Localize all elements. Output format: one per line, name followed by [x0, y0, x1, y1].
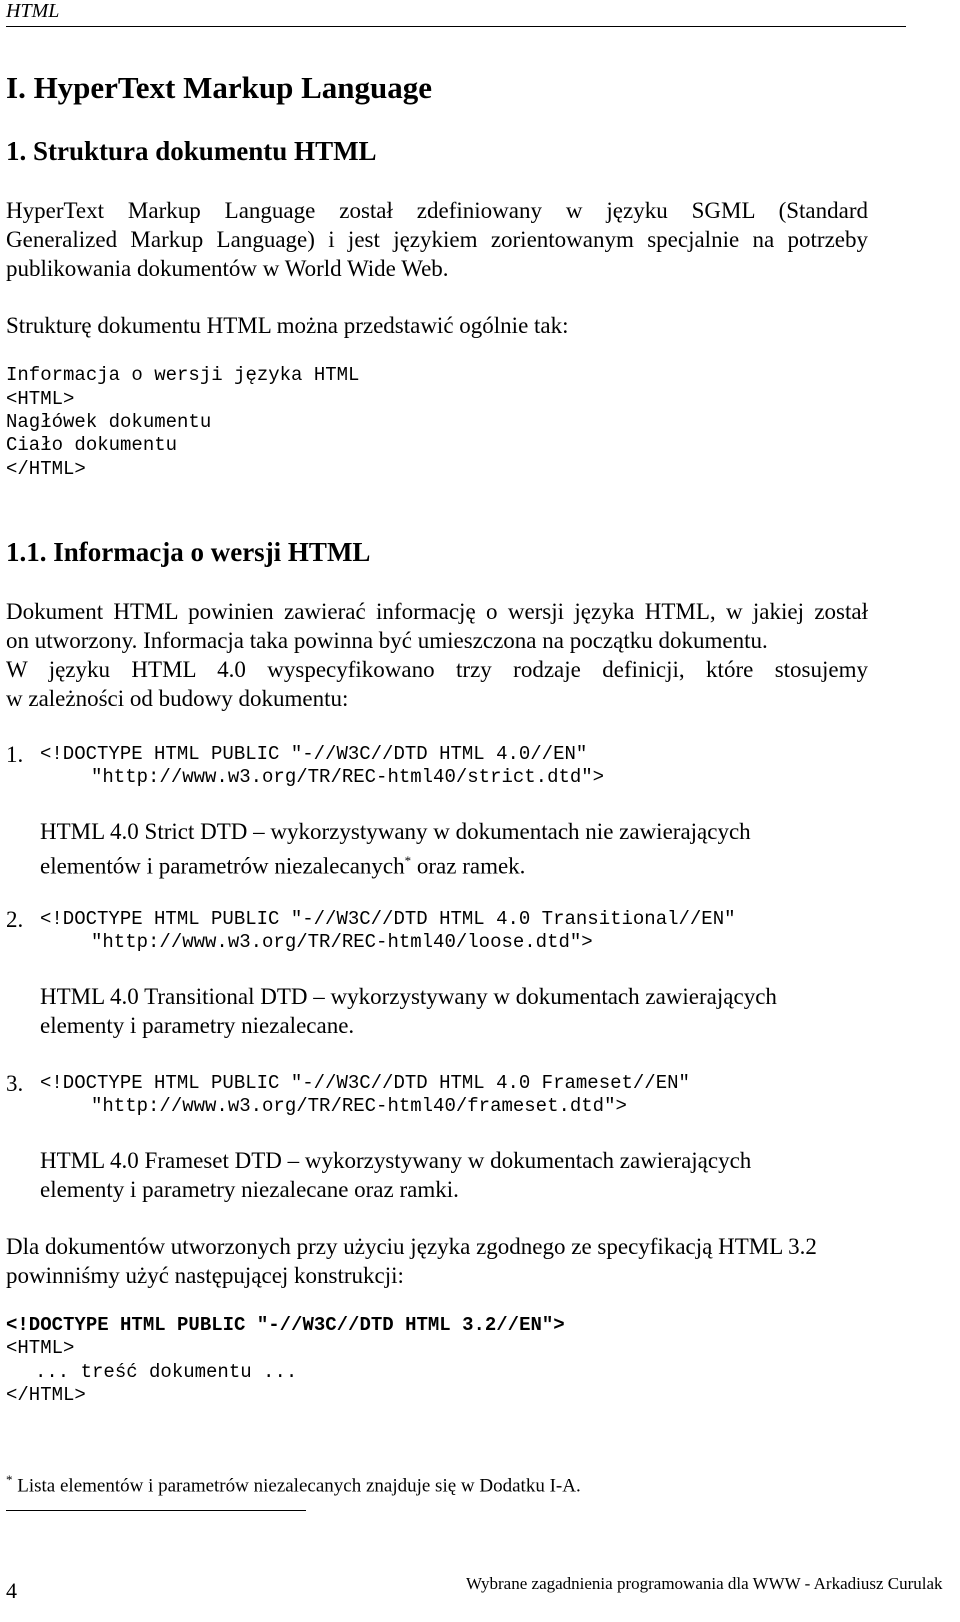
running-header: HTML — [6, 0, 60, 22]
code-line: Ciało dokumentu — [6, 434, 178, 456]
footnote-rule — [6, 1510, 306, 1511]
paragraph-line: Dokument HTML powinien zawierać informację o wersji języka HTML, w jakiej został — [6, 599, 868, 624]
item-description: elementy i parametry niezalecane. — [40, 1013, 355, 1038]
paragraph-line: HyperText Markup Language został zdefiniowany w języku SGML (Standard — [6, 198, 868, 223]
code-line: Nagłówek dokumentu — [6, 411, 212, 433]
header-rule — [6, 26, 906, 27]
code-line: </HTML> — [6, 1384, 86, 1406]
doctype-code-line: <!DOCTYPE HTML PUBLIC "-//W3C//DTD HTML 4.0 Transitional//EN" — [40, 908, 736, 930]
item-number: 3. — [6, 1071, 24, 1096]
paragraph-line: Generalized Markup Language) i jest językiem zorientowanym specjalnie na potrzeby — [6, 227, 868, 252]
footnote-marker: * — [404, 853, 412, 868]
doctype-code-line: <!DOCTYPE HTML PUBLIC "-//W3C//DTD HTML 4.0//EN" — [40, 743, 588, 765]
item-description: elementy i parametry niezalecane oraz ramki. — [40, 1177, 459, 1202]
doctype-url-line: "http://www.w3.org/TR/REC-html40/strict.dtd"> — [91, 766, 605, 788]
paragraph-line: Dla dokumentów utworzonych przy użyciu języka zgodnego ze specyfikacją HTML 3.2 — [6, 1234, 817, 1259]
code-line: <HTML> — [6, 388, 75, 410]
item-description: HTML 4.0 Strict DTD – wykorzystywany w dokumentach nie zawierających — [40, 819, 751, 844]
chapter-title: I. HyperText Markup Language — [6, 70, 433, 105]
doctype-url-line: "http://www.w3.org/TR/REC-html40/loose.dtd"> — [91, 931, 593, 953]
item-number: 2. — [6, 907, 24, 932]
subsection-title: 1.1. Informacja o wersji HTML — [6, 537, 371, 567]
code-line: <!DOCTYPE HTML PUBLIC "-//W3C//DTD HTML 3.2//EN"> — [6, 1314, 565, 1336]
paragraph-line: w zależności od budowy dokumentu: — [6, 686, 349, 711]
footnote-mark: * — [6, 1472, 13, 1487]
doctype-code-line: <!DOCTYPE HTML PUBLIC "-//W3C//DTD HTML 4.0 Frameset//EN" — [40, 1072, 690, 1094]
code-line: ... treść dokumentu ... — [35, 1361, 298, 1383]
code-line: </HTML> — [6, 458, 86, 480]
code-line: <HTML> — [6, 1337, 75, 1359]
item-description: HTML 4.0 Frameset DTD – wykorzystywany w dokumentach zawierających — [40, 1148, 752, 1173]
paragraph-line: on utworzony. Informacja taka powinna być umieszczona na początku dokumentu. — [6, 628, 768, 653]
code-line: Informacja o wersji języka HTML — [6, 364, 360, 386]
item-number: 1. — [6, 742, 24, 767]
item-description: HTML 4.0 Transitional DTD – wykorzystywany w dokumentach zawierających — [40, 984, 777, 1009]
footnote — [6, 1468, 581, 1498]
doctype-url-line: "http://www.w3.org/TR/REC-html40/frameset.dtd"> — [91, 1095, 627, 1117]
structure-intro-text: Strukturę dokumentu HTML można przedstawić ogólnie tak: — [6, 313, 569, 338]
paragraph-line: publikowania dokumentów w World Wide Web. — [6, 256, 449, 281]
paragraph-line: powinniśmy użyć następującej konstrukcji: — [6, 1263, 404, 1288]
item-description: elementów i parametrów niezalecanych* oraz ramek. — [40, 853, 526, 879]
footer-text: Wybrane zagadnienia programowania dla WWW - Arkadiusz Curulak — [466, 1574, 943, 1593]
section-title: 1. Struktura dokumentu HTML — [6, 136, 377, 166]
paragraph-line: W języku HTML 4.0 wyspecyfikowano trzy rodzaje definicji, które stosujemy — [6, 657, 868, 682]
footnote-text: Lista elementów i parametrów niezalecanych znajduje się w Dodatku I-A. — [12, 1475, 581, 1497]
page-number: 4 — [6, 1578, 17, 1603]
